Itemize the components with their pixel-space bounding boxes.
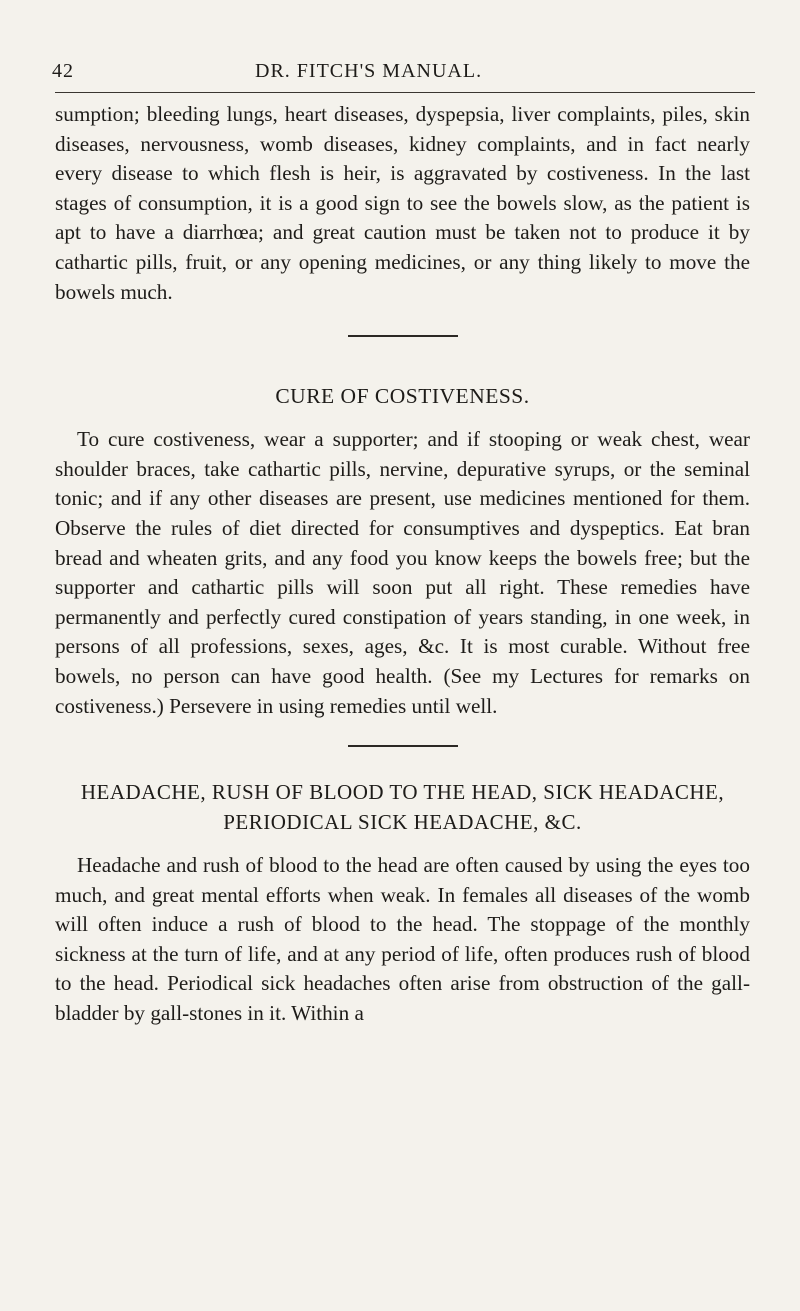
paragraph-headache: Headache and rush of blood to the head are often caused by using the eyes too much, and great mental efforts when weak. In females all diseases of the womb will often induce a rush of blood to the head. The stoppage of the monthly sickness at the turn of life, and at any period of life, often produces rush of blood to the head. Periodical sick headaches often arise from obstruction of the gall-bladder by gall-stones in it. Within a — [55, 853, 750, 1026]
paragraph-intro: sumption; bleeding lungs, heart diseases, dyspepsia, liver complaints, piles, skin diseases, nervousness, womb diseases, kidney complaints, and in fact nearly every disease to which flesh is heir, is aggravated by costiveness. In the last stages of consumption, it is a good sign to see the bowels slow, as the patient is apt to have a diarrhœa; and great caution must be taken not to produce it by cathartic pills, fruit, or any opening medicines, or any thing likely to move the bowels much. — [55, 102, 750, 304]
paragraph-cure: To cure costiveness, wear a supporter; and if stooping or weak chest, wear shoulder braces, take cathartic pills, nervine, depurative syrups, or the seminal tonic; and if any other diseases are present, use medicines mentioned for them. Observe the rules of diet directed for consumptives and dyspeptics. Eat bran bread and wheaten grits, and any food you know keeps the bowels free; but the supporter and cathartic pills will soon put all right. These remedies have permanently and perfectly cured constipation of years standing, in one week, in persons of all professions, sexes, ages, &c. It is most curable. Without free bowels, no person can have good health. (See my Lectures for remarks on costiveness.) Persevere in using remedies until well. — [55, 427, 750, 718]
section-divider — [348, 745, 458, 747]
section-divider — [348, 335, 458, 337]
section-title-headache: HEADACHE, RUSH OF BLOOD TO THE HEAD, SICK HEADACHE, PERIODICAL SICK HEADACHE, &C. — [80, 780, 725, 835]
header-rule — [55, 92, 755, 93]
page-number: 42 — [52, 60, 74, 82]
running-title: DR. FITCH'S MANUAL. — [255, 60, 483, 82]
running-head — [50, 60, 760, 90]
section-title-cure-of-costiveness: CURE OF COSTIVENESS. — [275, 384, 530, 409]
page-body — [55, 100, 750, 1029]
